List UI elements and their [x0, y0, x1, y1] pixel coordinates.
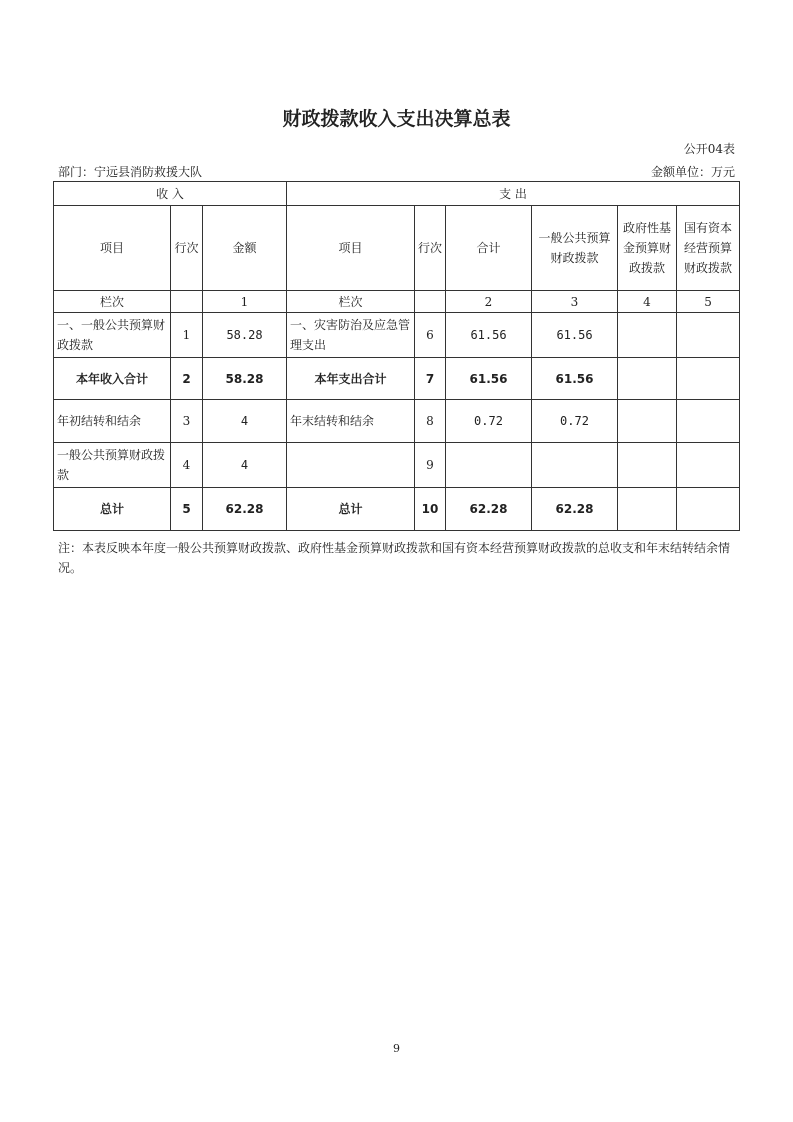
in-row-no: 1 [171, 313, 203, 358]
in-row-no: 3 [171, 400, 203, 443]
ex-total: 61.56 [446, 313, 532, 358]
ex-fund [618, 358, 677, 400]
in-item: 一、一般公共预算财政拨款 [54, 313, 171, 358]
ex-total: 61.56 [446, 358, 532, 400]
ex-row-no: 10 [415, 488, 446, 531]
header-ex-item: 项目 [287, 206, 415, 291]
in-amount: 58.28 [203, 358, 287, 400]
table-note: 注：本表反映本年度一般公共预算财政拨款、政府性基金预算财政拨款和国有资本经营预算财政拨款的总收支和年末结转结余情况。 [58, 541, 731, 575]
ex-item: 一、灾害防治及应急管理支出 [287, 313, 415, 358]
col-index-4: 4 [618, 291, 677, 313]
ex-row-no: 7 [415, 358, 446, 400]
income-header: 收 入 [54, 182, 287, 206]
header-ex-row-no: 行次 [415, 206, 446, 291]
in-amount: 4 [203, 443, 287, 488]
table-row [54, 400, 740, 443]
in-row-no: 5 [171, 488, 203, 531]
ex-fund [618, 443, 677, 488]
ex-capital [677, 358, 740, 400]
page-number: 9 [393, 1042, 400, 1055]
ex-capital [677, 443, 740, 488]
ex-general: 0.72 [532, 400, 618, 443]
col-index-5: 5 [677, 291, 740, 313]
header-ex-capital: 国有资本经营预算财政拨款 [677, 206, 740, 291]
table-header-row [54, 206, 740, 291]
ex-item: 本年支出合计 [287, 358, 415, 400]
col-blank [171, 291, 203, 313]
header-ex-total: 合计 [446, 206, 532, 291]
ex-fund [618, 400, 677, 443]
form-code: 公开04表 [683, 142, 735, 156]
header-in-amount: 金额 [203, 206, 287, 291]
col-blank [415, 291, 446, 313]
ex-general: 61.56 [532, 358, 618, 400]
ex-general: 61.56 [532, 313, 618, 358]
ex-total: 0.72 [446, 400, 532, 443]
in-item: 年初结转和结余 [54, 400, 171, 443]
ex-row-no: 8 [415, 400, 446, 443]
col-label: 栏次 [287, 291, 415, 313]
in-amount: 62.28 [203, 488, 287, 531]
table-row [54, 443, 740, 488]
table-row [54, 313, 740, 358]
in-row-no: 4 [171, 443, 203, 488]
in-row-no: 2 [171, 358, 203, 400]
col-index-2: 2 [446, 291, 532, 313]
ex-fund [618, 313, 677, 358]
ex-fund [618, 488, 677, 531]
fiscal-summary-table [53, 181, 740, 531]
header-ex-fund: 政府性基金预算财政拨款 [618, 206, 677, 291]
ex-row-no: 6 [415, 313, 446, 358]
unit-label: 金额单位：万元 [650, 165, 735, 179]
page-title: 财政拨款收入支出决算总表 [282, 108, 511, 130]
ex-item: 年末结转和结余 [287, 400, 415, 443]
ex-total [446, 443, 532, 488]
ex-row-no: 9 [415, 443, 446, 488]
ex-item [287, 443, 415, 488]
ex-item: 总计 [287, 488, 415, 531]
in-item: 总计 [54, 488, 171, 531]
ex-total: 62.28 [446, 488, 532, 531]
table-header-row [54, 182, 740, 206]
table-row [54, 488, 740, 531]
ex-capital [677, 400, 740, 443]
col-label: 栏次 [54, 291, 171, 313]
in-amount: 4 [203, 400, 287, 443]
ex-capital [677, 313, 740, 358]
header-in-row-no: 行次 [171, 206, 203, 291]
in-item: 本年收入合计 [54, 358, 171, 400]
table-row [54, 358, 740, 400]
header-ex-general: 一般公共预算财政拨款 [532, 206, 618, 291]
expense-header: 支 出 [287, 182, 740, 206]
col-index-1: 1 [203, 291, 287, 313]
ex-general: 62.28 [532, 488, 618, 531]
in-amount: 58.28 [203, 313, 287, 358]
ex-general [532, 443, 618, 488]
header-in-item: 项目 [54, 206, 171, 291]
col-index-3: 3 [532, 291, 618, 313]
column-index-row [54, 291, 740, 313]
in-item: 一般公共预算财政拨款 [54, 443, 171, 488]
ex-capital [677, 488, 740, 531]
department-label: 部门：宁远县消防救援大队 [58, 165, 203, 179]
